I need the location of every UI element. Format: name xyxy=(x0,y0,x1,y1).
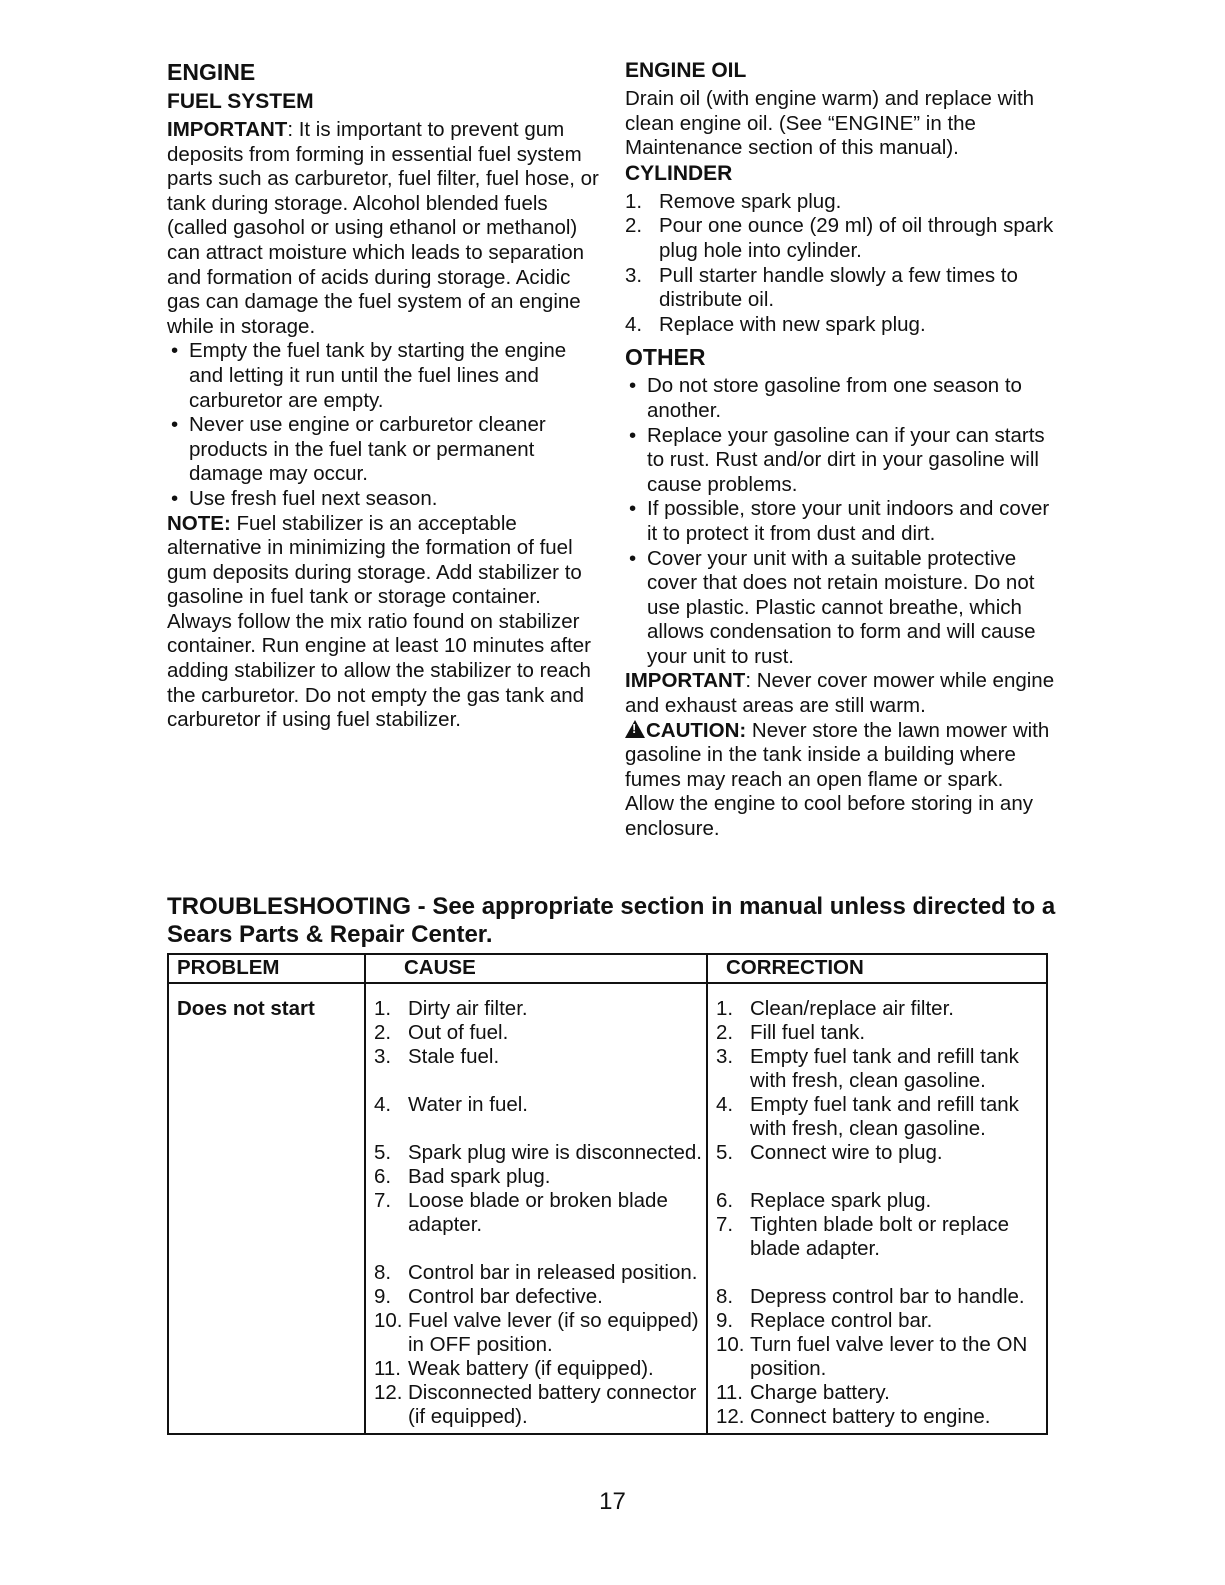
warning-triangle-icon xyxy=(625,720,645,738)
important-label: IMPORTANT xyxy=(625,669,746,693)
list-item: 11. Charge battery. xyxy=(716,1381,890,1404)
list-item: 5. Connect wire to plug. xyxy=(716,1141,943,1164)
other-heading: OTHER xyxy=(625,344,706,371)
cause-list xyxy=(374,997,706,1429)
list-item: 2. Pour one ounce (29 ml) of oil through spark plug hole into cylinder. xyxy=(625,214,1054,262)
list-item: 10. Fuel valve lever (if so equipped) in OFF position. xyxy=(374,1309,699,1356)
page-number: 17 xyxy=(599,1488,626,1515)
other-bullets xyxy=(625,374,1055,669)
list-item: 1. Remove spark plug. xyxy=(625,189,842,213)
problem-cell: Does not start xyxy=(168,983,365,1434)
cylinder-heading: CYLINDER xyxy=(625,161,733,185)
list-item: • Replace your gasoline can if your can starts to rust. Rust and/or dirt in your gasoline will cause problems. xyxy=(625,424,1055,498)
list-item: • Cover your unit with a suitable protective cover that does not retain moisture. Do not use plastic. Plastic cannot breathe, which allows condensation to form and will cause your unit to rust. xyxy=(625,547,1055,670)
list-item: 12. Disconnected battery connector (if equipped). xyxy=(374,1381,697,1428)
engine-oil-text: Drain oil (with engine warm) and replace with clean engine oil. (See “ENGINE” in the Maintenance section of this manual). xyxy=(625,87,1035,160)
note-label: NOTE: xyxy=(167,511,231,535)
list-item: 2. Out of fuel. xyxy=(374,1021,509,1044)
list-item: 2. Fill fuel tank. xyxy=(716,1021,866,1044)
list-item: 4. Replace with new spark plug. xyxy=(625,312,926,336)
caution-note xyxy=(625,719,1055,842)
list-item: 5. Spark plug wire is disconnected. xyxy=(374,1141,702,1164)
list-item: 11. Weak battery (if equipped). xyxy=(374,1357,654,1380)
left-column xyxy=(167,58,599,733)
list-item: 4. Empty fuel tank and refill tank with fresh, clean gasoline. xyxy=(716,1093,1019,1140)
list-item: • Do not store gasoline from one season to another. xyxy=(625,374,1055,423)
correction-cell xyxy=(707,983,1047,1434)
list-item: 3. Stale fuel. xyxy=(374,1045,500,1068)
list-item: 9. Control bar defective. xyxy=(374,1285,603,1308)
cylinder-steps xyxy=(625,190,1055,338)
caution-text: Never store the lawn mower with gasoline in the tank inside a building where fumes may reach an open flame or spark. Allow the engine to cool before storing in any enclosure. xyxy=(625,718,1050,841)
problem-header: PROBLEM xyxy=(168,954,365,983)
list-item: 1. Clean/replace air filter. xyxy=(716,997,954,1020)
important-label: IMPORTANT xyxy=(167,118,288,141)
important-text: : It is important to prevent gum deposits from forming in essential fuel system parts such as carburetor, fuel filter, fuel hose, or tank during storage. Alcohol blended fuels (called gasohol or using ethanol or methanol) can attract moisture which leads to separation and formation of acids during storage. Acidic gas can damage the fuel system of an engine while in storage. xyxy=(167,118,599,338)
list-item: 7. Loose blade or broken blade adapter. xyxy=(374,1189,668,1236)
fuel-system-important xyxy=(167,118,599,339)
list-item: 7. Tighten blade bolt or replace blade adapter. xyxy=(716,1213,1010,1260)
list-item: • Use fresh fuel next season. xyxy=(167,487,599,512)
fuel-system-bullets xyxy=(167,339,599,511)
list-item: 1. Dirty air filter. xyxy=(374,997,528,1020)
list-item: 9. Replace control bar. xyxy=(716,1309,933,1332)
important-text: : Never cover mower while engine and exhaust areas are still warm. xyxy=(625,669,1055,718)
list-item: 10. Turn fuel valve lever to the ON position. xyxy=(716,1333,1028,1380)
engine-heading: ENGINE xyxy=(167,59,256,85)
correction-header: CORRECTION xyxy=(707,954,1047,983)
table-row xyxy=(168,983,1047,1434)
list-item: 3. Empty fuel tank and refill tank with fresh, clean gasoline. xyxy=(716,1045,1019,1092)
list-item: 3. Pull starter handle slowly a few times to distribute oil. xyxy=(625,263,1018,312)
engine-oil-heading: ENGINE OIL xyxy=(625,59,747,82)
list-item: • If possible, store your unit indoors and cover it to protect it from dust and dirt. xyxy=(625,497,1055,546)
table-header-row xyxy=(168,954,1047,983)
list-item: • Empty the fuel tank by starting the engine and letting it run until the fuel lines and carburetor are empty. xyxy=(167,339,599,413)
right-column xyxy=(625,58,1055,842)
cause-header: CAUSE xyxy=(365,954,707,983)
storage-important xyxy=(625,669,1055,718)
troubleshooting-table xyxy=(167,953,1048,1435)
fuel-stabilizer-note xyxy=(167,512,599,733)
list-item: 6. Bad spark plug. xyxy=(374,1165,551,1188)
list-item: 4. Water in fuel. xyxy=(374,1093,529,1116)
note-text: Fuel stabilizer is an acceptable alternative in minimizing the formation of fuel gum deposits during storage. Add stabilizer to gasoline in fuel tank or storage container. Always follow the mix ratio found on stabilizer container. Run engine at least 10 minutes after adding stabilizer to allow the stabilizer to reach the carburetor. Do not empty the gas tank and carburetor if using fuel stabilizer. xyxy=(167,511,591,732)
list-item: 12. Connect battery to engine. xyxy=(716,1405,991,1428)
cause-cell xyxy=(365,983,707,1434)
list-item: • Never use engine or carburetor cleaner products in the fuel tank or permanent damage may occur. xyxy=(167,413,599,487)
troubleshooting-title: TROUBLESHOOTING - See appropriate section in manual unless directed to a Sears Parts & Repair Center. xyxy=(167,893,1056,948)
list-item: 8. Control bar in released position. xyxy=(374,1261,698,1284)
list-item: 6. Replace spark plug. xyxy=(716,1189,932,1212)
fuel-system-heading: FUEL SYSTEM xyxy=(167,90,314,113)
caution-label: CAUTION: xyxy=(646,718,747,742)
list-item: 8. Depress control bar to handle. xyxy=(716,1285,1025,1308)
correction-list xyxy=(716,997,1046,1429)
